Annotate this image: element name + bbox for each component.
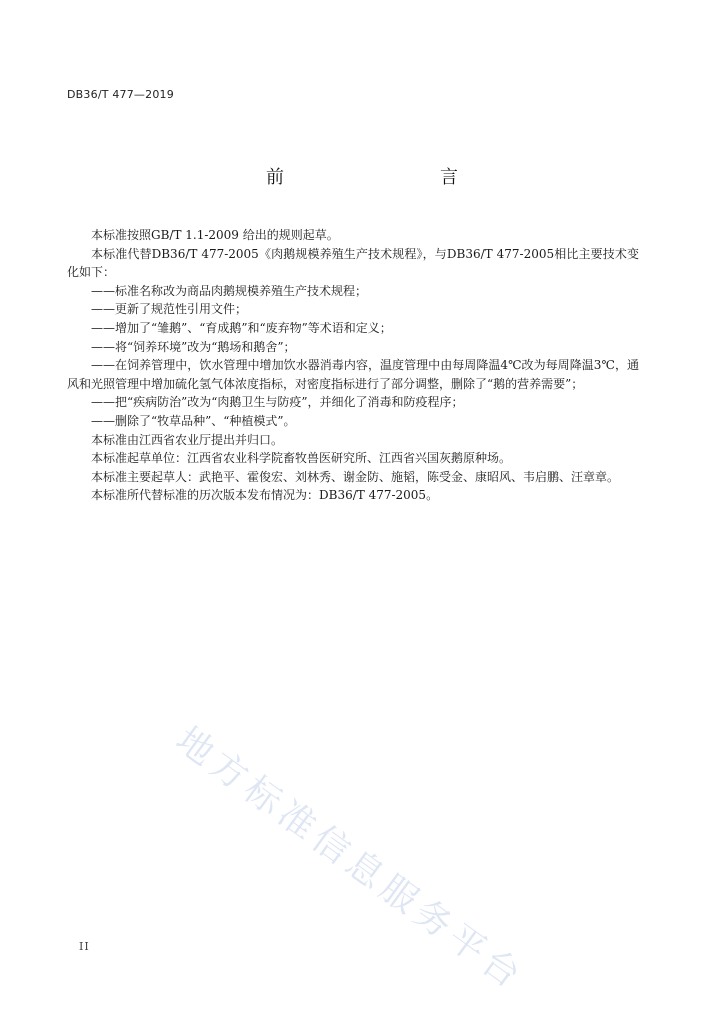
foreword-body [67, 226, 639, 505]
change-item: ——更新了规范性引用文件； [91, 302, 248, 317]
change-item: ——标准名称改为商品肉鹅规模养殖生产技术规程； [91, 283, 368, 298]
watermark: 地方标准信息服务平台 [168, 719, 533, 1000]
paragraph-version-history: 本标准所代替标准的历次版本发布情况为：DB36/T 477-2005。 [91, 488, 439, 503]
change-item: ——在饲养管理中，饮水管理中增加饮水器消毒内容，温度管理中由每周降温4℃改为每周降温3℃，通风和光照管理中增加硫化氢气体浓度指标，对密度指标进行了部分调整，删除了“鹅的营养需要”； [67, 358, 639, 391]
paragraph-drafting-units: 本标准起草单位：江西省农业科学院畜牧兽医研究所、江西省兴国灰鹅原种场。 [91, 451, 512, 466]
change-item: ——把“疾病防治”改为“肉鹅卫生与防疫”，并细化了消毒和防疫程序； [91, 395, 464, 410]
page-title: 前 言 [266, 167, 498, 188]
page-number: II [79, 940, 90, 953]
change-item: ——增加了“雏鹅”、“育成鹅”和“废弃物”等术语和定义； [91, 320, 392, 335]
paragraph-replacement: 本标准代替DB36/T 477-2005《肉鹅规模养殖生产技术规程》，与DB36/T 477-2005相比主要技术变化如下： [67, 246, 639, 280]
change-item: ——将“饲养环境”改为“鹅场和鹅舍”； [91, 339, 296, 354]
change-item: ——删除了“牧草品种”、“种植模式”。 [91, 413, 296, 428]
paragraph-drafting-rules: 本标准按照GB/T 1.1-2009 给出的规则起草。 [91, 228, 339, 242]
paragraph-drafters: 本标准主要起草人：武艳平、霍俊宏、刘林秀、谢金防、施韬，陈受金、康昭风、韦启鹏、汪章章。 [91, 469, 620, 484]
paragraph-proposer: 本标准由江西省农业厅提出并归口。 [91, 432, 284, 447]
standard-code: DB36/T 477—2019 [67, 88, 174, 101]
